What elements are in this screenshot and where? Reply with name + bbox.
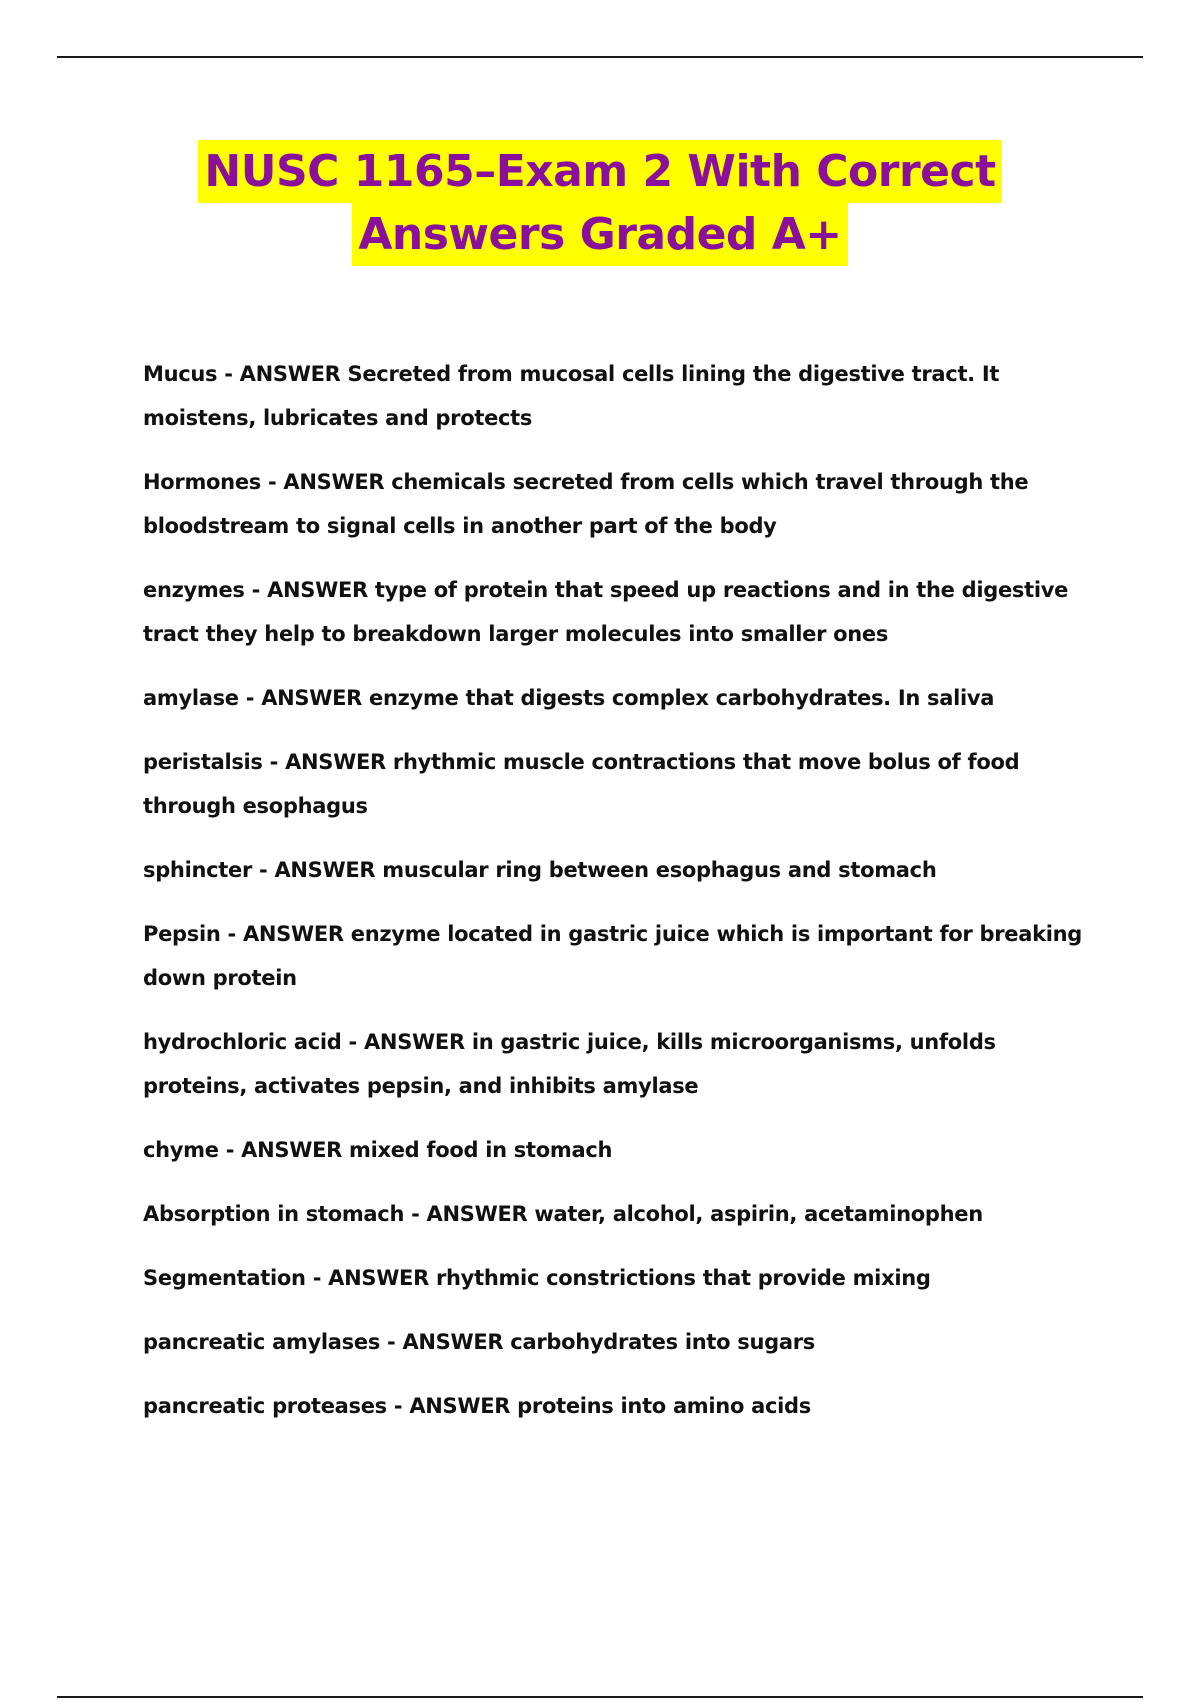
qa-item-absorption-in-stomach: Absorption in stomach - ANSWER water, alcohol, aspirin, acetaminophen xyxy=(143,1202,983,1226)
qa-item-segmentation: Segmentation - ANSWER rhythmic constrictions that provide mixing xyxy=(143,1266,931,1290)
qa-item-hormones: Hormones - ANSWER chemicals secreted from cells which travel through the bloodstream to signal cells in another part of the body xyxy=(143,470,1029,538)
qa-item-pancreatic-amylases: pancreatic amylases - ANSWER carbohydrates into sugars xyxy=(143,1330,815,1354)
qa-item-sphincter: sphincter - ANSWER muscular ring between esophagus and stomach xyxy=(143,858,937,882)
qa-item-peristalsis: peristalsis - ANSWER rhythmic muscle contractions that move bolus of food through esophagus xyxy=(143,750,1020,818)
qa-list xyxy=(143,352,1103,1448)
qa-item-chyme: chyme - ANSWER mixed food in stomach xyxy=(143,1138,613,1162)
qa-item-pepsin: Pepsin - ANSWER enzyme located in gastric juice which is important for breaking down protein xyxy=(143,922,1083,990)
qa-item-amylase: amylase - ANSWER enzyme that digests complex carbohydrates. In saliva xyxy=(143,686,995,710)
qa-item-hydrochloric-acid: hydrochloric acid - ANSWER in gastric juice, kills microorganisms, unfolds proteins, activates pepsin, and inhibits amylase xyxy=(143,1030,996,1098)
title-line-2: Answers Graded A+ xyxy=(352,203,847,266)
qa-item-mucus: Mucus - ANSWER Secreted from mucosal cells lining the digestive tract. It moistens, lubricates and protects xyxy=(143,362,1000,430)
bottom-rule xyxy=(57,1696,1143,1698)
top-rule xyxy=(57,56,1143,58)
qa-item-pancreatic-proteases: pancreatic proteases - ANSWER proteins into amino acids xyxy=(143,1394,811,1418)
qa-item-enzymes: enzymes - ANSWER type of protein that speed up reactions and in the digestive tract they help to breakdown larger molecules into smaller ones xyxy=(143,578,1069,646)
title-line-1: NUSC 1165–Exam 2 With Correct xyxy=(198,140,1001,203)
document-title xyxy=(0,140,1200,266)
